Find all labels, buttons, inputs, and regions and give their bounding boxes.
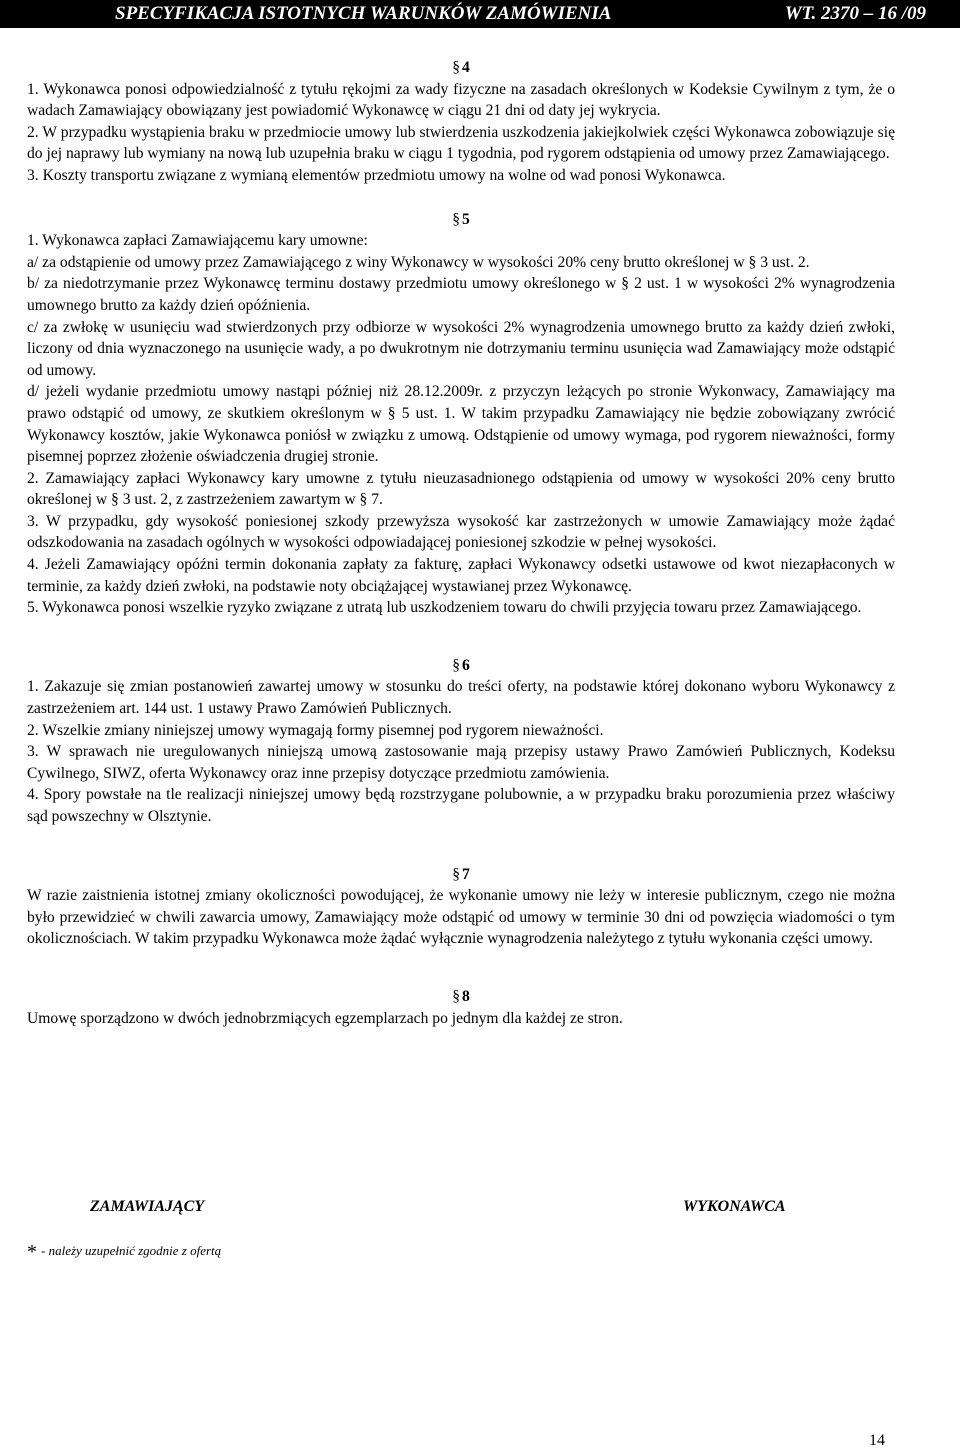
s5-paragraph-4: 4. Jeżeli Zamawiający opóźni termin dokonania zapłaty za fakturę, zapłaci Wykonawcy odsetki ustawowe od kwot niezapłaconych w terminie, za każdy dzień zwłoki, na podstawie noty obciążającej wystawianej przez Wykonawcę.: [27, 556, 895, 595]
section-4-heading: [27, 57, 895, 79]
section-sign: §: [452, 656, 460, 674]
s5-paragraph-5: 5. Wykonawca ponosi wszelkie ryzyko związane z utratą lub uszkodzeniem towaru do chwili przyjęcia towaru przez Zamawiającego.: [27, 599, 862, 617]
s4-paragraph-1: 1. Wykonawca ponosi odpowiedzialność z tytułu rękojmi za wady fizyczne na zasadach określonych w Kodeksie Cywilnym z tym, że o wadach Zamawiający obowiązany jest powiadomić Wykonawcę w ciągu 21 dni od daty jej wykrycia.: [27, 80, 895, 120]
s4-paragraph-2: 2. W przypadku wystąpienia braku w przedmiocie umowy lub stwierdzenia uszkodzenia jakiejkolwiek części Wykonawca zobowiązuje się do jej naprawy lub wymiany na nową lub uzupełnia braku w ciągu 1 tygodnia, pod rygorem odstąpienia od umowy przez Zamawiającego.: [27, 123, 895, 163]
s6-paragraph-4: 4. Spory powstałe na tle realizacji niniejszej umowy będą rozstrzygane polubownie, a w przypadku braku porozumienia przez właściwy sąd powszechny w Olsztynie.: [27, 786, 895, 825]
section-number: 7: [462, 865, 470, 883]
document-header: [0, 0, 960, 28]
s6-paragraph-1: 1. Zakazuje się zmian postanowień zawartej umowy w stosunku do treści oferty, na podstawie której dokonano wyboru Wykonawcy z zastrzeżeniem art. 144 ust. 1 ustawy Prawo Zamówień Publicznych.: [27, 678, 895, 718]
s5-item-b: b/ za niedotrzymanie przez Wykonawcę terminu dostawy przedmiotu umowy określonego w § 2 ust. 1 w wysokości 2% wynagrodzenia umownego brutto za każdy dzień opóźnienia.: [27, 275, 895, 314]
document-body: [27, 57, 895, 1029]
footnote: [27, 1240, 221, 1264]
section-number: 6: [462, 656, 470, 674]
s5-item-a: a/ za odstąpienie od umowy przez Zamawiającego z winy Wykonawcy w wysokości 20% ceny brutto określonej w § 3 ust. 2.: [27, 253, 810, 271]
section-7-heading: [27, 864, 895, 886]
header-title: SPECYFIKACJA ISTOTNYCH WARUNKÓW ZAMÓWIENIA: [115, 3, 612, 24]
s4-paragraph-3: 3. Koszty transportu związane z wymianą elementów przedmiotu umowy na wolne od wad ponosi Wykonawca.: [27, 166, 726, 184]
section-sign: §: [452, 987, 460, 1005]
asterisk-marker: *: [27, 1241, 37, 1263]
s6-paragraph-2: 2. Wszelkie zmiany niniejszej umowy wymagają formy pisemnej pod rygorem nieważności.: [27, 721, 604, 739]
s6-paragraph-3: 3. W sprawach nie uregulowanych niniejszą umową zastosowanie mają przepisy ustawy Prawo Zamówień Publicznych, Kodeksu Cywilnego, SIWZ, oferta Wykonawcy oraz inne przepisy dotyczące przedmiotu zamówienia.: [27, 743, 895, 782]
s5-item-c: c/ za zwłokę w usunięciu wad stwierdzonych przy odbiorze w wysokości 2% wynagrodzenia umownego brutto za każdy dzień zwłoki, liczony od dnia wyznaczonego na usunięcie wady, a po dwukrotnym nie dotrzymaniu terminu usunięcia wad Zamawiający może odstąpić od umowy.: [27, 318, 895, 379]
s5-paragraph-3: 3. W przypadku, gdy wysokość poniesionej szkody przewyższa wysokość kar zastrzeżonych w umowie Zamawiający może żądać odszkodowania na zasadach ogólnych w wysokości odpowiadającej poniesionej szkodzie w pełnej wysokości.: [27, 512, 895, 552]
section-number: 4: [462, 59, 470, 76]
section-sign: §: [452, 59, 460, 76]
signature-contracting-authority: ZAMAWIAJĄCY: [90, 1198, 205, 1215]
section-5-heading: [27, 209, 895, 231]
section-6-heading: [27, 655, 895, 677]
section-sign: §: [452, 865, 460, 883]
header-reference: WT. 2370 – 16 /09: [784, 3, 926, 24]
page-number: 14: [869, 1432, 885, 1449]
section-8-heading: [27, 986, 895, 1008]
s5-item-d: d/ jeżeli wydanie przedmiotu umowy nastąpi później niż 28.12.2009r. z przyczyn leżących po stronie Wykonwacy, Zamawiający ma prawo odstąpić od umowy, ze skutkiem określonym w § 5 ust. 1. W takim przypadku Zamawiający nie będzie zobowiązany zwrócić Wykonawcy kosztów, jakie Wykonawca poniósł w związku z umową. Odstąpienie od umowy wymaga, pod rygorem nieważności, formy pisemnej poprzez złożenie oświadczenia drugiej stronie.: [27, 383, 895, 466]
section-number: 8: [462, 987, 470, 1005]
s8-paragraph-1: Umowę sporządzono w dwóch jednobrzmiących egzemplarzach po jednym dla każdej ze stron.: [27, 1009, 623, 1027]
section-sign: §: [452, 210, 460, 228]
s7-paragraph-1: W razie zaistnienia istotnej zmiany okoliczności powodującej, że wykonanie umowy nie leży w interesie publicznym, czego nie można było przewidzieć w chwili zawarcia umowy, Zamawiający może odstąpić od umowy w terminie 30 dni od powzięcia wiadomości o tym okolicznościach. W takim przypadku Wykonawca może żądać wyłącznie wynagrodzenia należytego z tytułu wykonania części umowy.: [27, 887, 895, 948]
s5-paragraph-1: 1. Wykonawca zapłaci Zamawiającemu kary umowne:: [27, 232, 368, 250]
s5-paragraph-2: 2. Zamawiający zapłaci Wykonawcy kary umowne z tytułu nieuzasadnionego odstąpienia od umowy w wysokości 20% ceny brutto określonej w § 3 ust. 2, z zastrzeżeniem zawartym w § 7.: [27, 469, 895, 509]
section-number: 5: [462, 210, 470, 228]
signature-contractor: WYKONAWCA: [683, 1198, 786, 1215]
footnote-text: - należy uzupełnić zgodnie z ofertą: [41, 1243, 222, 1258]
